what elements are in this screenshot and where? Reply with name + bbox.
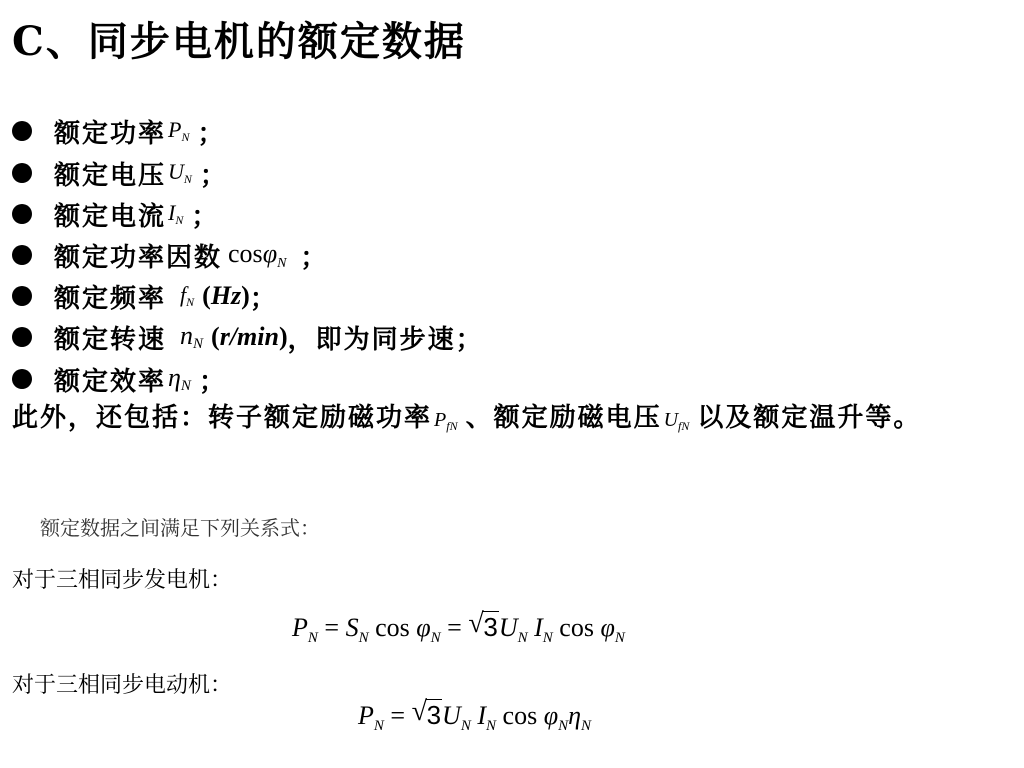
- item-label: 额定功率: [54, 118, 167, 149]
- item-unit: (Hz): [202, 281, 250, 310]
- item-tail: ；: [197, 118, 226, 149]
- list-item-rated-power-factor: [12, 238, 328, 272]
- item-symbol: $n_N$: [180, 321, 204, 352]
- item-label: 额定转速: [54, 324, 167, 355]
- item-symbol: $U_N$: [168, 159, 192, 186]
- bullet-dot: [12, 163, 32, 183]
- item-label: 额定功率因数: [54, 242, 223, 273]
- motor-label: 对于三相同步电动机：: [12, 673, 233, 698]
- list-item-rated-current: [12, 197, 219, 231]
- list-item-rated-voltage: [12, 156, 228, 190]
- list-item-rated-speed: [12, 320, 484, 354]
- item-label: 额定电流: [54, 201, 167, 232]
- generator-formula: $P_N = S_N$ $\cos \varphi_N$ = √ $3U_N$ $I_N$ $\cos \varphi_N$: [292, 608, 625, 646]
- item-symbol: $f_N$: [180, 282, 195, 309]
- bullet-dot: [12, 327, 32, 347]
- list-item-rated-power: [12, 114, 226, 148]
- list-item-rated-efficiency: [12, 362, 227, 396]
- generator-label: 对于三相同步发电机：: [12, 568, 233, 593]
- list-item-rated-frequency: [12, 279, 278, 313]
- item-tail: ；: [198, 366, 227, 397]
- item-tail: ；: [199, 160, 228, 191]
- item-tail: ，即为同步速；: [287, 324, 484, 355]
- item-label: 额定频率: [54, 283, 167, 314]
- bullet-dot: [12, 286, 32, 306]
- item-symbol: $I_N$: [168, 200, 184, 227]
- bullet-dot: [12, 369, 32, 389]
- item-tail: ；: [300, 242, 329, 273]
- item-symbol: cosφ$_N$: [228, 238, 287, 271]
- additional-data-paragraph: 此外，还包括：转子额定励磁功率 $P_{fN}$ 、额定励磁电压 $U_{fN}$ 以及额定温升等。: [12, 403, 922, 433]
- item-symbol: $\eta_N$: [168, 363, 191, 394]
- item-tail: ；: [249, 283, 278, 314]
- item-label: 额定效率: [54, 366, 167, 397]
- page-title: C、同步电机的额定数据: [12, 18, 466, 65]
- bullet-dot: [12, 204, 32, 224]
- item-label: 额定电压: [54, 160, 167, 191]
- item-unit: (r/min): [211, 322, 288, 351]
- bullet-dot: [12, 245, 32, 265]
- motor-formula: $P_N$ = √ $3U_N$ $I_N$ $\cos \varphi_N\eta_N$: [358, 696, 592, 734]
- item-symbol: $P_N$: [168, 117, 190, 144]
- bullet-dot: [12, 121, 32, 141]
- relation-note: 额定数据之间满足下列关系式：: [40, 516, 320, 540]
- item-tail: ；: [191, 201, 220, 232]
